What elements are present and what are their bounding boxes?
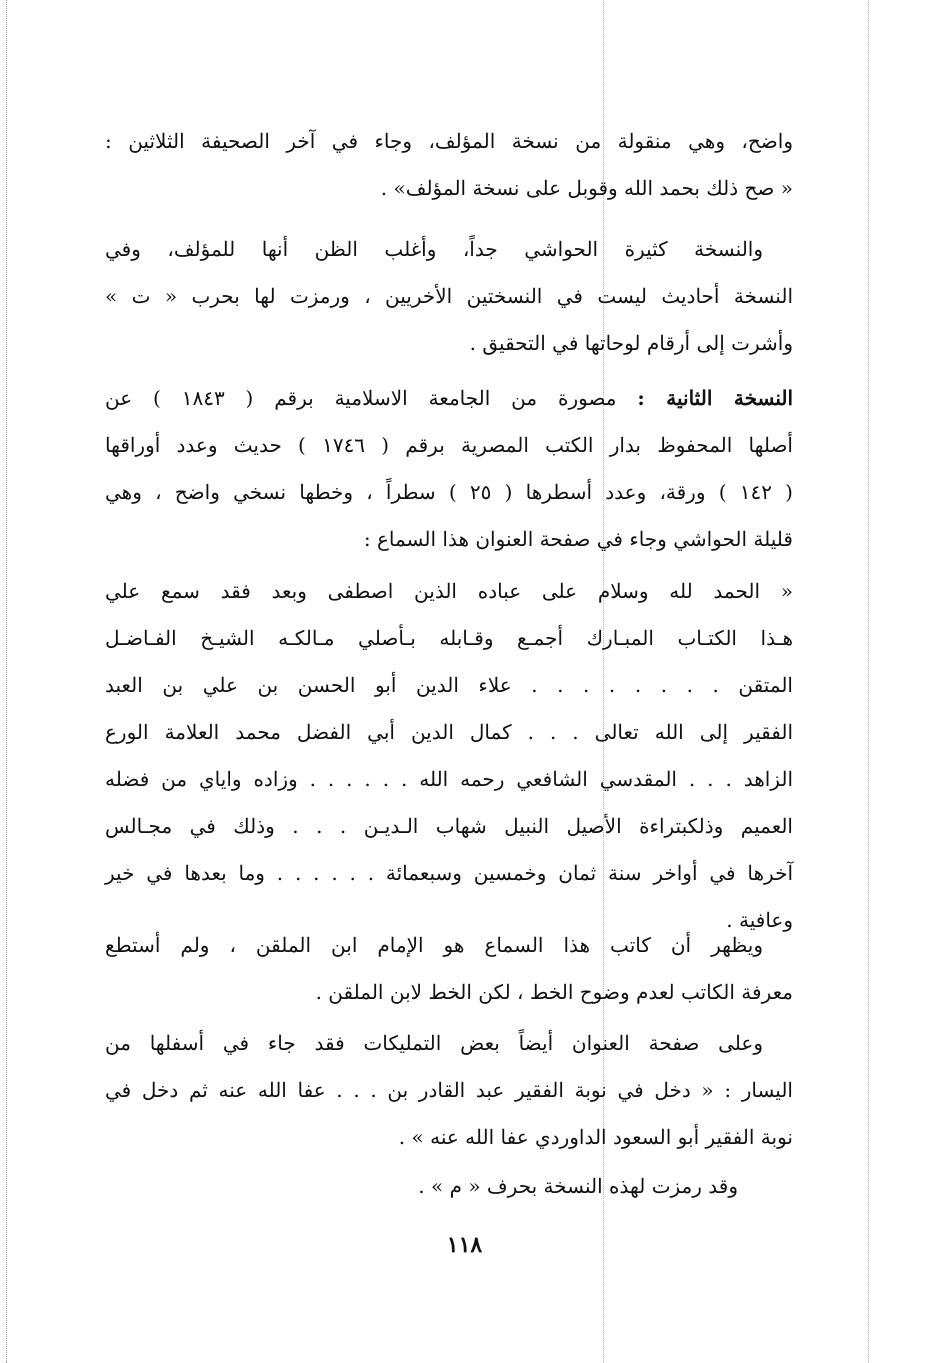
text-line: واضح، وهي منقولة من نسخة المؤلف، وجاء في آخر الصحيفة الثلاثين :	[105, 129, 793, 153]
text-line: أصلها المحفوظ بدار الكتب المصرية برقم ( ١٧٤٦ ) حديث وعدد أوراقها	[105, 433, 793, 457]
text-line: وعافية .	[726, 908, 793, 932]
text-line: هـذا الكتـاب المبـارك أجمـع وقـابله بـأصلي مـالكـه الشيـخ الفـاضـل	[105, 626, 793, 650]
scan-margin-line	[6, 0, 7, 1363]
paragraph-1	[105, 118, 793, 212]
text-line: النسخة أحاديث ليست في النسختين الأخريين ، ورمزت لها بحرب « ت »	[105, 284, 793, 308]
text-fragment: مصورة من الجامعة الاسلامية برقم ( ١٨٤٣ ) عن	[105, 386, 617, 410]
page-number: ١١٨	[446, 1232, 483, 1258]
paragraph-2	[105, 226, 793, 367]
text-line: « الحمد لله وسلام على عباده الذين اصطفى وبعد فقد سمع علي	[105, 579, 793, 603]
text-line: الفقير إلى الله تعالى . . . كمال الدين أبي الفضل محمد العلامة الورع	[105, 720, 793, 744]
text-line: نوبة الفقير أبو السعود الداوردي عفا الله عنه » .	[398, 1125, 793, 1149]
paragraph-4	[105, 568, 793, 944]
text-line: وأشرت إلى أرقام لوحاتها في التحقيق .	[469, 331, 793, 355]
text-line: الزاهد . . . المقدسي الشافعي رحمه الله . . . . . . وزاده واياي من فضله	[105, 767, 793, 791]
scan-edge-line	[868, 0, 869, 1363]
text-line	[105, 375, 793, 422]
text-line: ( ١٤٢ ) ورقة، وعدد أسطرها ( ٢٥ ) سطراً ، وخطها نسخي واضح ، وهي	[105, 480, 793, 504]
paragraph-5	[105, 922, 793, 1016]
text-line: وعلى صفحة العنوان أيضاً بعض التمليكات فقد جاء في أسفلها من	[105, 1031, 763, 1055]
text-line: وقد رمزت لهذه النسخة بحرف « م » .	[418, 1174, 738, 1198]
text-line: « صح ذلك بحمد الله وقوبل على نسخة المؤلف» .	[380, 176, 793, 200]
text-line: قليلة الحواشي وجاء في صفحة العنوان هذا السماع :	[363, 527, 793, 551]
section-heading: النسخة الثانية :	[637, 386, 794, 410]
text-line: والنسخة كثيرة الحواشي جداً، وأغلب الظن أنها للمؤلف، وفي	[105, 237, 763, 261]
text-line: اليسار : « دخل في نوبة الفقير عبد القادر بن . . . عفا الله عنه ثم دخل في	[105, 1078, 793, 1102]
paragraph-3	[105, 375, 793, 563]
text-line: ويظهر أن كاتب هذا السماع هو الإمام ابن الملقن ، ولم أستطع	[105, 933, 763, 957]
text-line: العميم وذلكبتراءة الأصيل النبيل شهاب الـديـن . . . وذلك في مجـالس	[105, 814, 793, 838]
text-line: المتقن . . . . . . . . علاء الدين أبو الحسن بن علي بن العبد	[105, 673, 793, 697]
text-line: معرفة الكاتب لعدم وضوح الخط ، لكن الخط لابن الملقن .	[315, 980, 793, 1004]
paragraph-6	[105, 1020, 793, 1161]
paragraph-7	[105, 1163, 793, 1210]
text-line: آخرها في أواخر سنة ثمان وخمسين وسبعمائة . . . . . . وما بعدها في خير	[105, 861, 793, 885]
